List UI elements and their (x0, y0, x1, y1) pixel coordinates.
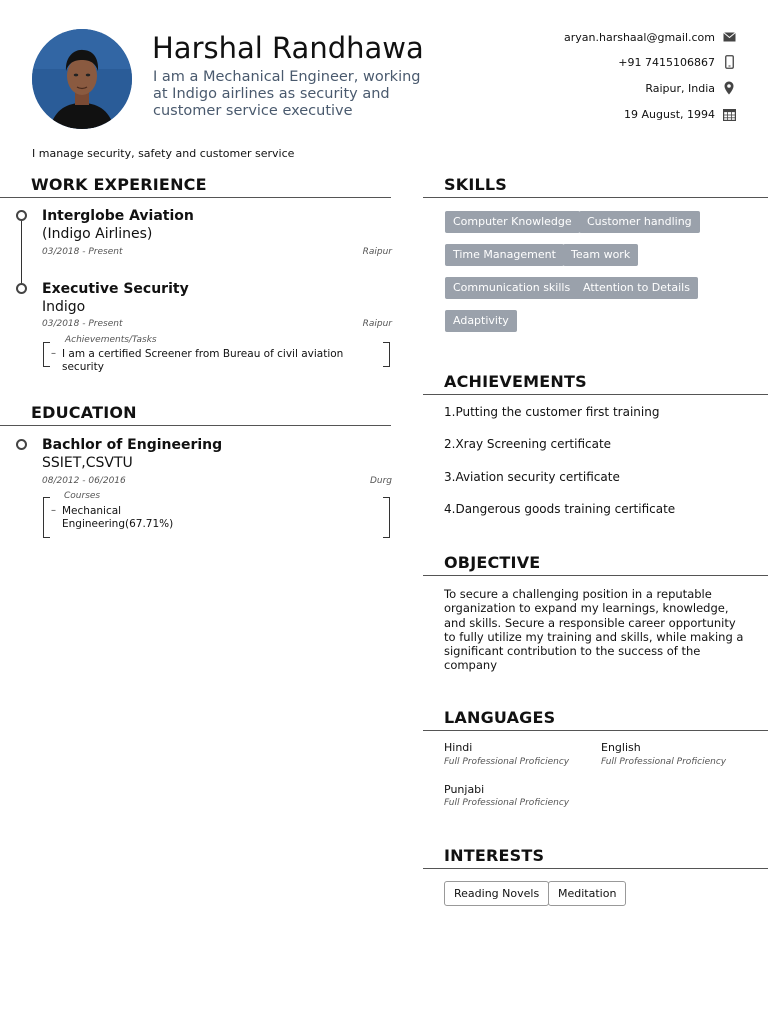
languages-heading: LANGUAGES (444, 708, 556, 727)
bracket-corner (43, 497, 50, 498)
interests-divider (423, 868, 768, 869)
language-level: Full Professional Proficiency (444, 798, 570, 808)
bracket-corner (43, 366, 50, 367)
language-name: Punjabi (444, 783, 485, 796)
bracket-corner (43, 537, 50, 538)
objective-text: To secure a challenging position in a reputable organization to expand my learnings, knowledge, and skills. Secure a responsible career opportunity to fully utilize my training and skills, while making a significant contribution to the success of the company (444, 587, 744, 673)
achievements-heading: ACHIEVEMENTS (444, 372, 587, 391)
language-level: Full Professional Proficiency (444, 757, 570, 767)
work-divider (0, 197, 391, 198)
bracket-corner (383, 497, 390, 498)
phone-icon (722, 55, 736, 69)
candidate-subtitle: I am a Mechanical Engineer, working at Indigo airlines as security and customer service executive (153, 69, 421, 119)
interests-heading: INTERESTS (444, 846, 545, 865)
education-entry-org: SSIET,CSVTU (42, 455, 133, 471)
work-entry-2-dates: 03/2018 - Present (42, 319, 123, 329)
achievement-item: 2.Xray Screening certificate (444, 437, 612, 451)
candidate-name: Harshal Randhawa (152, 31, 424, 65)
education-entry-location: Durg (369, 476, 392, 486)
skills-heading: SKILLS (444, 175, 507, 194)
work-timeline-line (21, 221, 22, 288)
work-entry-2-title: Executive Security (42, 281, 189, 297)
achievement-item: 4.Dangerous goods training certificate (444, 502, 676, 516)
contact-dob (624, 105, 736, 123)
skill-tag: Attention to Details (575, 277, 698, 299)
work-entry-1-location: Raipur (362, 247, 392, 257)
courses-label: Courses (64, 491, 101, 501)
bullet-dash: – (51, 348, 56, 359)
language-name: English (601, 741, 641, 754)
language-name: Hindi (444, 741, 473, 754)
skill-tag: Computer Knowledge (445, 211, 580, 233)
work-entry-1-org: (Indigo Airlines) (42, 226, 153, 242)
bullet-dash: – (51, 505, 56, 516)
objective-heading: OBJECTIVE (444, 553, 541, 572)
bracket-corner (383, 342, 390, 343)
tasks-label: Achievements/Tasks (65, 335, 157, 345)
achievement-item: 3.Aviation security certificate (444, 470, 620, 484)
bracket-corner (43, 342, 50, 343)
interest-tag: Meditation (548, 881, 626, 906)
skill-tag: Team work (563, 244, 638, 266)
skill-tag: Communication skills (445, 277, 578, 299)
avatar (32, 29, 132, 129)
summary-text: I manage security, safety and customer service (32, 147, 295, 160)
education-entry-title: Bachlor of Engineering (42, 437, 223, 453)
bracket-corner (383, 537, 390, 538)
languages-divider (423, 730, 768, 731)
skill-tag: Customer handling (579, 211, 700, 233)
course-item: Mechanical Engineering(67.71%) (62, 505, 174, 530)
achievement-item: 1.Putting the customer first training (444, 405, 660, 419)
work-experience-heading: WORK EXPERIENCE (31, 175, 207, 194)
achievements-divider (423, 394, 768, 395)
email-text: aryan.harshaal@gmail.com (564, 30, 715, 44)
work-entry-2-location: Raipur (362, 319, 392, 329)
timeline-dot (16, 283, 27, 294)
contact-location (645, 79, 736, 97)
work-entry-1-dates: 03/2018 - Present (42, 247, 123, 257)
work-entry-2-org: Indigo (42, 299, 86, 315)
skill-tag: Adaptivity (445, 310, 517, 332)
skill-tag: Time Management (445, 244, 564, 266)
language-level: Full Professional Proficiency (601, 757, 727, 767)
bracket-corner (383, 366, 390, 367)
phone-text: +91 7415106867 (618, 55, 715, 69)
location-text: Raipur, India (645, 81, 715, 95)
location-pin-icon (722, 81, 736, 95)
work-entry-1-title: Interglobe Aviation (42, 208, 194, 224)
dob-text: 19 August, 1994 (624, 107, 715, 121)
skills-divider (423, 197, 768, 198)
envelope-icon (722, 30, 736, 44)
contact-phone[interactable] (618, 53, 736, 71)
contact-email[interactable] (564, 28, 736, 46)
education-divider (0, 425, 391, 426)
task-item: I am a certified Screener from Bureau of civil aviation security (62, 348, 344, 373)
profile-photo (32, 29, 132, 129)
timeline-dot (16, 439, 27, 450)
interest-tag: Reading Novels (444, 881, 549, 906)
education-heading: EDUCATION (31, 403, 137, 422)
calendar-icon (722, 107, 736, 121)
timeline-dot (16, 210, 27, 221)
education-entry-dates: 08/2012 - 06/2016 (42, 476, 126, 486)
objective-divider (423, 575, 768, 576)
